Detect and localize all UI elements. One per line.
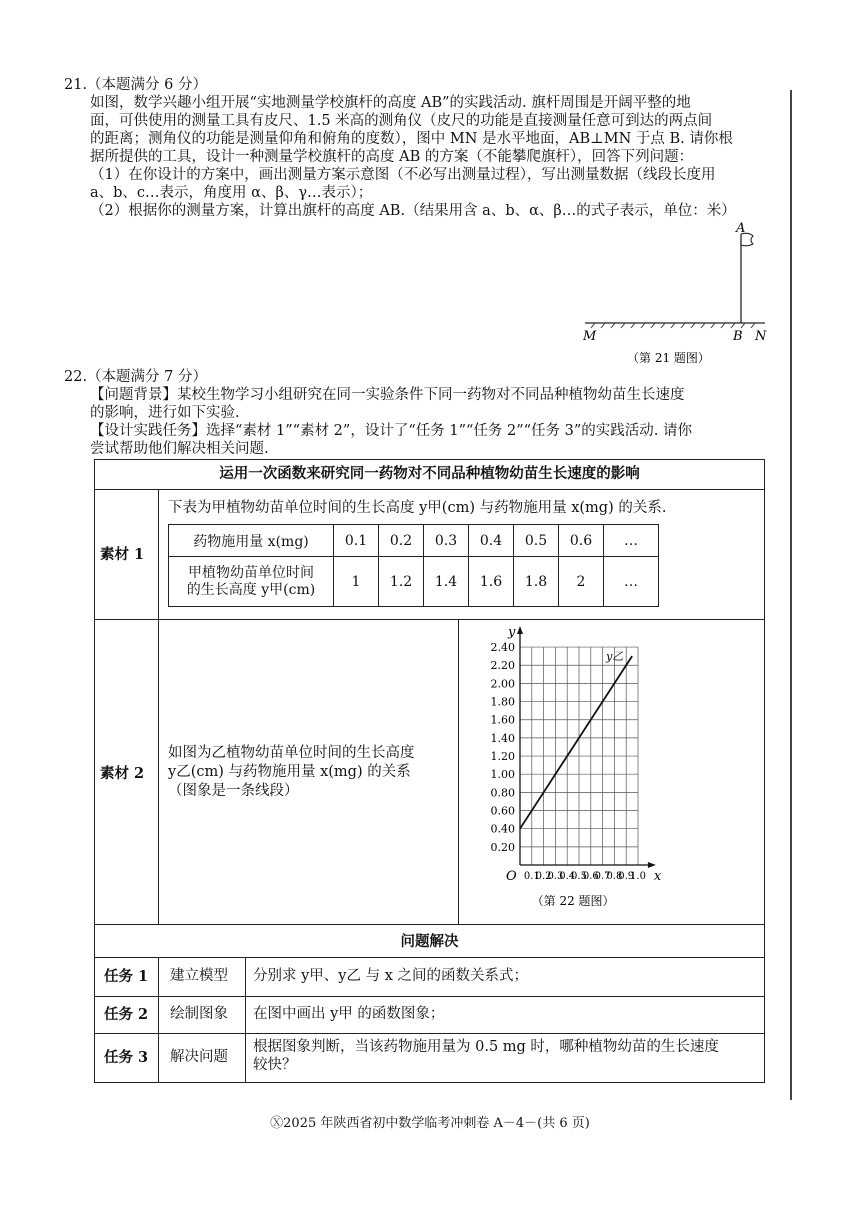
origin-label: O (506, 869, 517, 884)
q21-line-3: 的距离；测角仪的功能是测量仰角和俯角的度数），图中 MN 是水平地面，AB⊥MN 于点 B. 请你根 (90, 131, 733, 147)
q21-line-7: （2）根据你的测量方案，计算出旗杆的高度 AB.（结果用含 a、b、α、β…的式子表示，单位：米） (90, 203, 736, 219)
x-tick-label: 0.3 (547, 871, 564, 882)
table-cell: 1 (334, 557, 379, 607)
material1-label: 素材 1 (100, 546, 145, 563)
q22-chart (460, 620, 760, 922)
y-tick-label: 1.00 (490, 768, 515, 782)
material2-desc-2: y乙(cm) 与药物施用量 x(mg) 的关系 (168, 764, 411, 780)
q21-line-6: a、b、c…表示，角度用 α、β、γ…表示）； (90, 185, 373, 201)
table-header-y-line2: 的生长高度 y甲(cm) (186, 581, 316, 598)
q22-line-2: 的影响，进行如下实验. (90, 405, 240, 421)
y-tick-label: 0.80 (490, 786, 515, 800)
margin-rule (790, 90, 792, 1100)
q21-caption: （第 21 题图） (627, 351, 710, 365)
solve-title: 问题解决 (400, 933, 459, 950)
table-header-y-line1: 甲植物幼苗单位时间 (188, 564, 314, 581)
task2-label: 任务 2 (104, 1006, 149, 1023)
material1-table (168, 524, 659, 607)
x-tick-label: 1.0 (630, 871, 646, 882)
x-axis-label: x (653, 869, 662, 884)
table-header-x: 药物施用量 x(mg) (169, 525, 334, 557)
x-tick-label: 0.5 (571, 871, 587, 882)
page-footer: Ⓧ2025 年陕西省初中数学临考冲刺卷 A－4－(共 6 页) (270, 1116, 590, 1131)
task3-content: 根据图象判断，当该药物施用量为 0.5 mg 时，哪种植物幼苗的生长速度 (253, 1039, 719, 1055)
y-tick-label: 1.40 (490, 731, 515, 745)
q22-line-4: 尝试帮助他们解决相关问题. (90, 441, 269, 457)
table-cell: 0.3 (424, 525, 469, 557)
table-cell: 0.1 (334, 525, 379, 557)
y-axis-label: y (508, 625, 516, 640)
q21-figure (575, 220, 775, 370)
x-tick-label: 0.8 (606, 871, 623, 882)
task3-label: 任务 3 (104, 1049, 149, 1066)
y-tick-label: 0.60 (490, 804, 515, 818)
task1-label: 任务 1 (104, 968, 149, 985)
y-tick-label: 2.40 (490, 641, 515, 655)
ground-hatch (591, 323, 755, 328)
y-tick-label: 2.20 (490, 659, 515, 673)
label-N: N (755, 329, 767, 344)
series-label: y乙 (606, 650, 624, 664)
q22-header: 22.（本题满分 7 分） (64, 369, 208, 385)
x-tick-label: 0.1 (523, 871, 540, 882)
y-tick-label: 0.20 (490, 840, 515, 854)
x-tick-label: 0.4 (559, 871, 576, 882)
table-cell: 1.8 (514, 557, 559, 607)
q21-line-5: （1）在你设计的方案中，画出测量方案示意图（不必写出测量过程），写出测量数据（线段长度用 (90, 167, 716, 183)
x-tick-label: 0.6 (582, 871, 599, 882)
x-tick-label: 0.7 (594, 871, 611, 882)
table-cell: 0.6 (559, 525, 604, 557)
table-cell: … (604, 557, 659, 607)
label-A: A (736, 221, 746, 236)
task2-name: 绘制图象 (170, 1006, 228, 1022)
series-line-y-yi (520, 656, 632, 829)
q21-line-4: 据所提供的工具，设计一种测量学校旗杆的高度 AB 的方案（不能攀爬旗杆），回答下列问题： (90, 149, 694, 165)
table-cell: 0.4 (469, 525, 514, 557)
table-cell: 0.2 (379, 525, 424, 557)
y-tick-label: 0.40 (490, 822, 515, 836)
task1-content: 分别求 y甲、y乙 与 x 之间的函数关系式； (253, 968, 528, 984)
x-tick-label: 0.9 (618, 871, 635, 882)
table-cell: 1.4 (424, 557, 469, 607)
q21-line-1: 如图，数学兴趣小组开展“实地测量学校旗杆的高度 AB”的实践活动. 旗杆周围是开阔平整的地 (90, 95, 691, 111)
label-M: M (583, 329, 597, 344)
y-axis-arrow (517, 626, 523, 634)
y-tick-label: 1.20 (490, 750, 515, 764)
material2-label: 素材 2 (100, 765, 145, 782)
y-tick-label: 1.60 (490, 713, 515, 727)
material2-desc-1: 如图为乙植物幼苗单位时间的生长高度 (168, 745, 415, 761)
q22-line-3: 【设计实践任务】选择“素材 1”“素材 2”，设计了“任务 1”“任务 2”“任务 3”的实践活动. 请你 (90, 423, 693, 439)
q22-table-title: 运用一次函数来研究同一药物对不同品种植物幼苗生长速度的影响 (219, 465, 640, 482)
q22-line-1: 【问题背景】某校生物学习小组研究在同一实验条件下同一药物对不同品种植物幼苗生长速度 (90, 387, 685, 403)
label-B: B (733, 329, 743, 344)
q22-caption: （第 22 题图） (531, 894, 615, 908)
material1-desc: 下表为甲植物幼苗单位时间的生长高度 y甲(cm) 与药物施用量 x(mg) 的关系. (168, 500, 667, 516)
task1-name: 建立模型 (170, 968, 228, 984)
q21-header: 21.（本题满分 6 分） (64, 77, 208, 93)
task3-content-2: 较快？ (253, 1057, 297, 1073)
y-tick-label: 1.80 (490, 695, 515, 709)
x-axis-arrow (648, 862, 656, 868)
table-header-y (169, 557, 334, 607)
y-tick-label: 2.00 (490, 677, 515, 691)
x-tick-label: 0.2 (535, 871, 552, 882)
table-cell: 2 (559, 557, 604, 607)
table-cell: 1.6 (469, 557, 514, 607)
table-cell: 1.2 (379, 557, 424, 607)
table-cell: … (604, 525, 659, 557)
task2-content: 在图中画出 y甲 的函数图象； (253, 1006, 445, 1022)
q21-line-2: 面，可供使用的测量工具有皮尺、1.5 米高的测角仪（皮尺的功能是直接测量任意可到达的两点间 (90, 113, 713, 129)
table-cell: 0.5 (514, 525, 559, 557)
task3-name: 解决问题 (170, 1049, 228, 1065)
material2-desc-3: （图象是一条线段） (168, 783, 299, 799)
